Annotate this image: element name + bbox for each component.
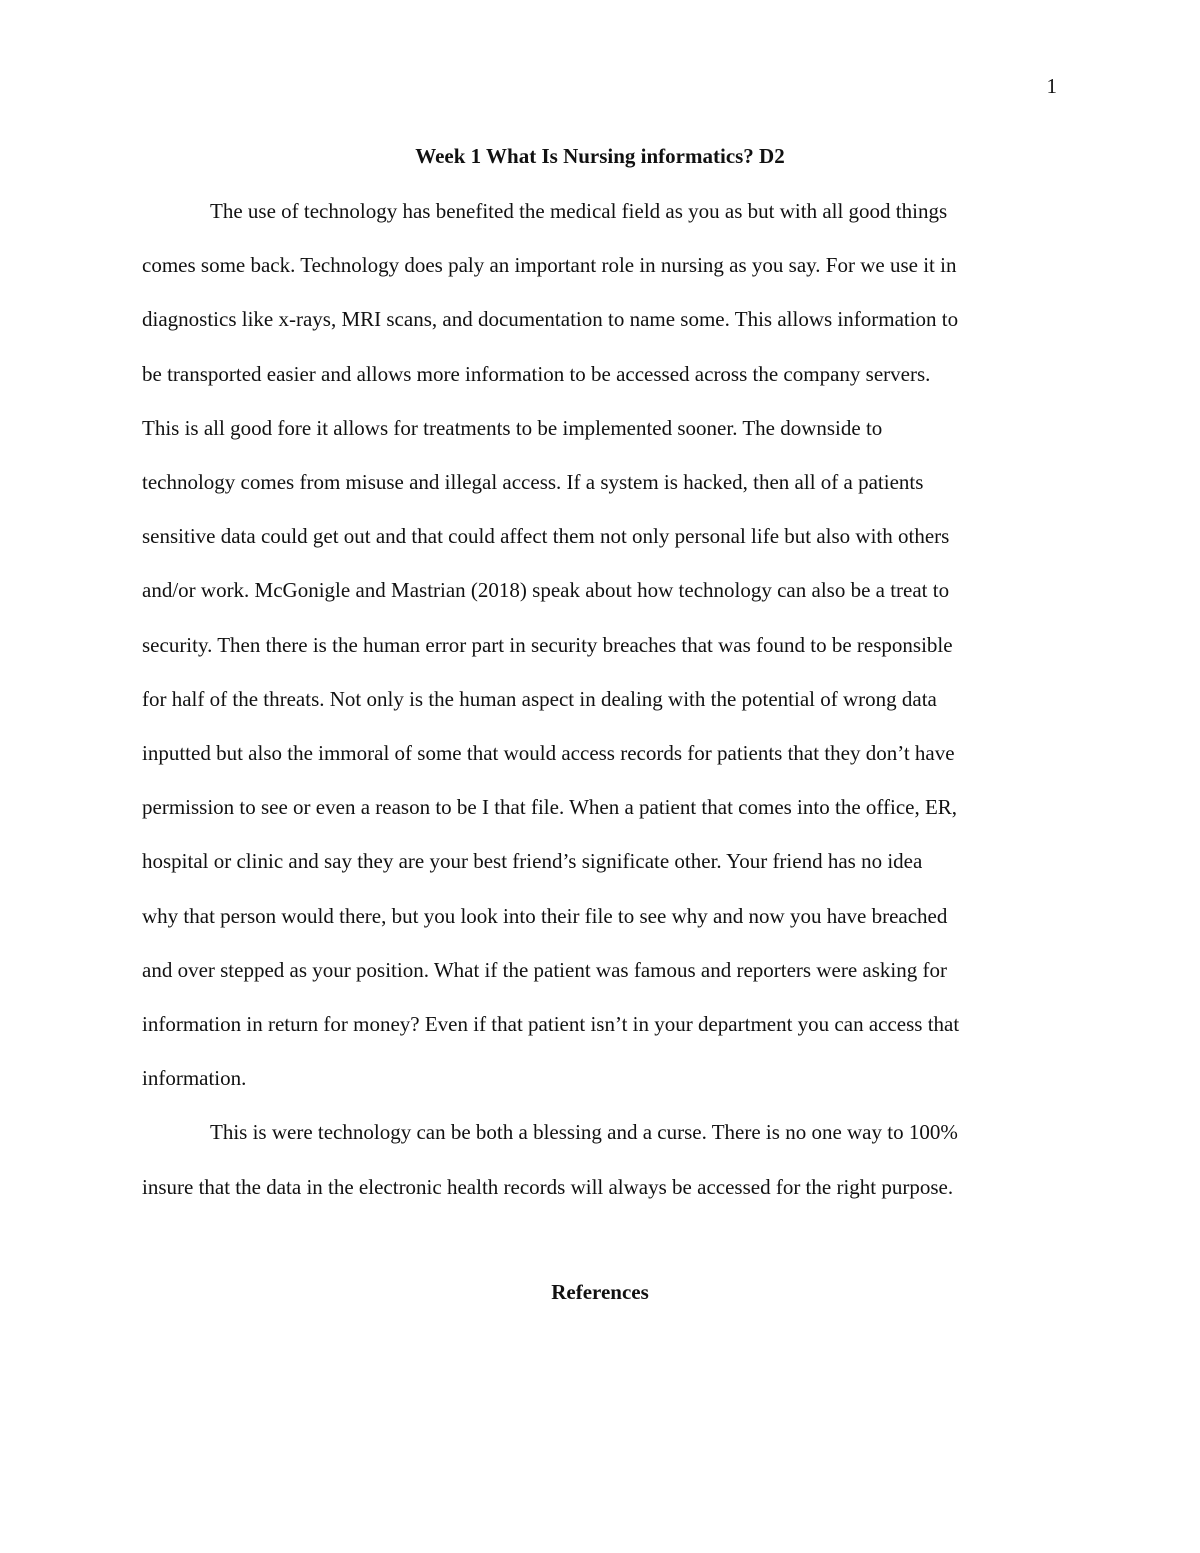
paragraph-line: permission to see or even a reason to be I that file. When a patient that comes into the office, ER, (142, 795, 958, 820)
paragraph-line: and over stepped as your position. What if the patient was famous and reporters were asking for (142, 957, 947, 982)
paragraph-line: sensitive data could get out and that could affect them not only personal life but also with others (142, 524, 950, 549)
paragraph-line: technology comes from misuse and illegal access. If a system is hacked, then all of a patients (142, 470, 924, 495)
references-heading: References (551, 1280, 649, 1304)
paragraph-line: why that person would there, but you look into their file to see why and now you have breached (142, 903, 948, 928)
paragraph-line: This is were technology can be both a blessing and a curse. There is no one way to 100% (210, 1120, 958, 1145)
paragraph-2 (142, 1105, 1058, 1213)
paragraph-line: for half of the threats. Not only is the human aspect in dealing with the potential of wrong data (142, 686, 937, 711)
paragraph-line: information in return for money? Even if that patient isn’t in your department you can access that (142, 1012, 960, 1037)
page-number: 1 (1046, 74, 1057, 98)
paragraph-line: information. (142, 1066, 247, 1091)
paragraph-line: comes some back. Technology does paly an important role in nursing as you say. For we use it in (142, 253, 957, 278)
paragraph-line: hospital or clinic and say they are your best friend’s significate other. Your friend has no idea (142, 849, 923, 874)
paragraph-line: The use of technology has benefited the medical field as you as but with all good things (210, 199, 948, 223)
paragraph-1 (142, 184, 1058, 1105)
body-text (142, 184, 1058, 1214)
paragraph-line: be transported easier and allows more information to be accessed across the company servers. (142, 361, 931, 386)
paragraph-line: security. Then there is the human error part in security breaches that was found to be responsible (142, 632, 953, 657)
paragraph-line: and/or work. McGonigle and Mastrian (2018) speak about how technology can also be a treat to (142, 578, 950, 603)
paragraph-line: This is all good fore it allows for treatments to be implemented sooner. The downside to (142, 415, 883, 440)
paragraph-line: insure that the data in the electronic health records will always be accessed for the right purpose. (142, 1174, 954, 1199)
document-title: Week 1 What Is Nursing informatics? D2 (415, 144, 785, 168)
paragraph-line: inputted but also the immoral of some that would access records for patients that they don’t have (142, 741, 955, 766)
paragraph-line: diagnostics like x-rays, MRI scans, and documentation to name some. This allows information to (142, 307, 959, 332)
